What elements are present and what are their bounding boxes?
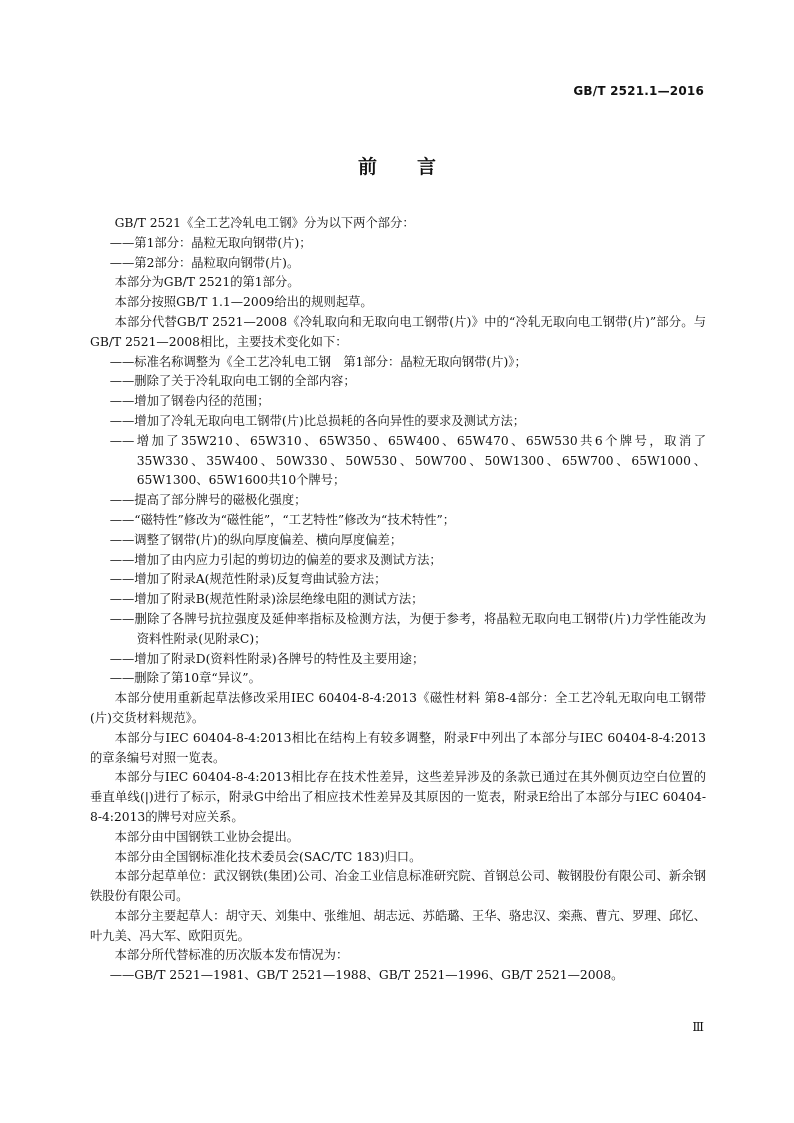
list-item: ——增加了附录A(规范性附录)反复弯曲试验方法； [109, 572, 387, 587]
list-item: ——GB/T 2521—1981、GB/T 2521—1988、GB/T 2521—1996、GB/T 2521—2008。 [109, 968, 624, 983]
list-item: ——删除了第10章“异议”。 [109, 671, 261, 686]
paragraph: 本部分起草单位：武汉钢铁(集团)公司、冶金工业信息标准研究院、首钢总公司、鞍钢股份有限公司、新余钢铁股份有限公司。 [90, 869, 706, 904]
paragraph: 本部分由全国钢标准化技术委员会(SAC/TC 183)归口。 [114, 849, 422, 864]
paragraph: 本部分使用重新起草法修改采用IEC 60404-8-4:2013《磁性材料 第8-4部分：全工艺冷轧无取向电工钢带(片)交货材料规范》。 [90, 691, 706, 725]
list-item: ——增加了35W210、65W310、65W350、65W400、65W470、65W530共6个牌号，取消了35W330、35W400、50W330、50W530、50W700、50W1300、65W700、65W1000、65W1300、65W1600共10个牌号； [109, 433, 706, 488]
paragraph: 本部分主要起草人：胡守天、刘集中、张维旭、胡志远、苏皓璐、王华、骆忠汉、栾燕、曹亢、罗理、邱忆、叶九美、冯大军、欧阳页先。 [90, 908, 706, 943]
title-char-1: 前 [357, 156, 377, 178]
list-item: ——删除了关于冷轧取向电工钢的全部内容； [109, 374, 356, 389]
list-item: ——增加了由内应力引起的剪切边的偏差的要求及测试方法； [109, 552, 442, 567]
list-item: ——标准名称调整为《全工艺冷轧电工钢 第1部分：晶粒无取向钢带(片)》； [109, 354, 527, 369]
paragraph: 本部分与IEC 60404-8-4:2013相比存在技术性差异，这些差异涉及的条款已通过在其外侧页边空白位置的垂直单线(|)进行了标示，附录G中给出了相应技术性差异及其原因的一览表，附录E给出了本部分与IEC 60404-8-4:2013的牌号对应关系。 [90, 770, 706, 824]
paragraph: 本部分为GB/T 2521的第1部分。 [114, 275, 300, 290]
list-item: ——提高了部分牌号的磁极化强度； [109, 493, 307, 508]
list-item: ——增加了附录B(规范性附录)涂层绝缘电阻的测试方法； [109, 592, 424, 607]
paragraph: 本部分按照GB/T 1.1—2009给出的规则起草。 [114, 295, 373, 310]
title-char-2: 言 [417, 156, 437, 178]
paragraph: 本部分代替GB/T 2521—2008《冷轧取向和无取向电工钢带(片)》中的“冷轧无取向电工钢带(片)”部分。与GB/T 2521—2008相比，主要技术变化如下： [90, 314, 706, 349]
page-title [0, 152, 794, 179]
list-item: ——调整了钢带(片)的纵向厚度偏差、横向厚度偏差； [109, 532, 403, 547]
page-number: Ⅲ [692, 1020, 704, 1034]
list-item: ——“磁特性”修改为“磁性能”，“工艺特性”修改为“技术特性”； [109, 512, 456, 527]
list-item: ——增加了钢卷内径的范围； [109, 394, 270, 409]
list-item: ——删除了各牌号抗拉强度及延伸率指标及检测方法，为便于参考，将晶粒无取向电工钢带(片)力学性能改为资料性附录(见附录C)； [109, 611, 706, 646]
list-item: ——增加了冷轧无取向电工钢带(片)比总损耗的各向异性的要求及测试方法； [109, 413, 526, 428]
foreword-body [90, 214, 706, 986]
paragraph: 本部分与IEC 60404-8-4:2013相比在结构上有较多调整，附录F中列出了本部分与IEC 60404-8-4:2013的章条编号对照一览表。 [90, 730, 706, 765]
paragraph: GB/T 2521《全工艺冷轧电工钢》分为以下两个部分： [114, 216, 415, 230]
paragraph: 本部分所代替标准的历次版本发布情况为： [114, 948, 349, 963]
document-number: GB/T 2521.1—2016 [573, 84, 704, 98]
list-item: ——第1部分：晶粒无取向钢带(片)； [109, 235, 312, 250]
list-item: ——增加了附录D(资料性附录)各牌号的特性及主要用途； [109, 651, 425, 666]
list-item: ——第2部分：晶粒取向钢带(片)。 [109, 255, 300, 270]
paragraph: 本部分由中国钢铁工业协会提出。 [114, 829, 300, 844]
